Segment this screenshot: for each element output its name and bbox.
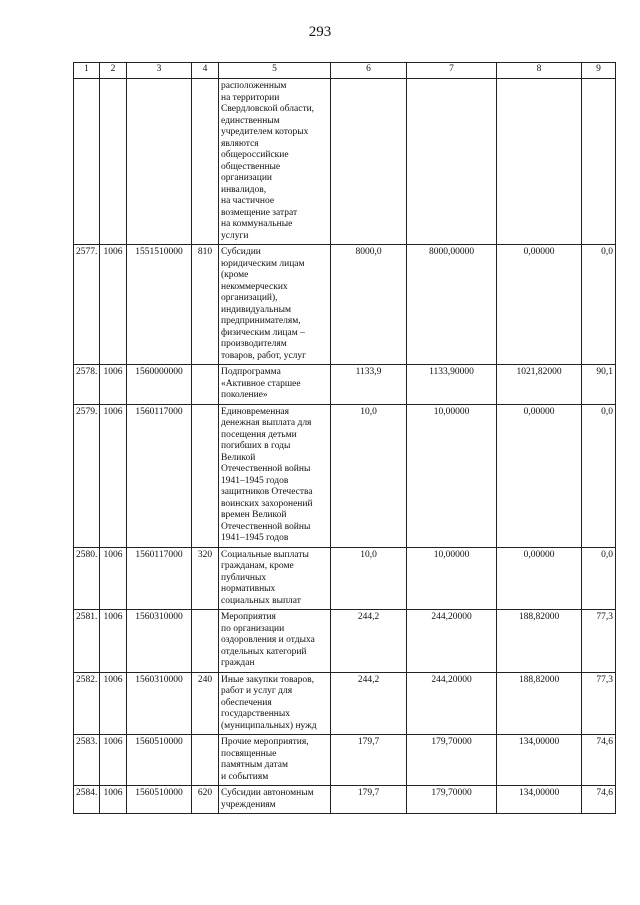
row-number: 2581.: [74, 610, 100, 673]
column-header: 4: [192, 63, 219, 79]
table-row: [74, 79, 616, 245]
target-code: [127, 79, 192, 245]
value-col8: 188,82000: [497, 672, 582, 735]
target-code: 1560310000: [127, 610, 192, 673]
value-col7: 10,00000: [407, 404, 497, 547]
value-col7: 179,70000: [407, 735, 497, 786]
section-code: 1006: [100, 404, 127, 547]
column-header: 7: [407, 63, 497, 79]
item-name: Мероприятия по организации оздоровления и отдыха отдельных категорий граждан: [219, 610, 331, 673]
row-number: 2583.: [74, 735, 100, 786]
header-row: [74, 63, 616, 79]
target-code: 1560510000: [127, 735, 192, 786]
value-col6: 10,0: [331, 547, 407, 610]
value-col9: [582, 79, 616, 245]
value-col9: 77,3: [582, 672, 616, 735]
section-code: 1006: [100, 547, 127, 610]
value-col9: 77,3: [582, 610, 616, 673]
value-col6: 244,2: [331, 610, 407, 673]
target-code: 1560117000: [127, 547, 192, 610]
budget-table: [73, 62, 616, 814]
table-row: [74, 245, 616, 365]
section-code: [100, 79, 127, 245]
item-name: Субсидии юридическим лицам (кроме некоммерческих организаций), индивидуальным предпринимателям, физическим лицам – производителям товаров, работ, услуг: [219, 245, 331, 365]
value-col9: 74,6: [582, 786, 616, 814]
target-code: 1551510000: [127, 245, 192, 365]
value-col7: 244,20000: [407, 672, 497, 735]
target-code: 1560510000: [127, 786, 192, 814]
expense-type: [192, 365, 219, 405]
value-col8: 188,82000: [497, 610, 582, 673]
section-code: 1006: [100, 365, 127, 405]
item-name: Субсидии автономным учреждениям: [219, 786, 331, 814]
table-row: [74, 547, 616, 610]
value-col8: 1021,82000: [497, 365, 582, 405]
value-col6: [331, 79, 407, 245]
row-number: 2582.: [74, 672, 100, 735]
value-col7: [407, 79, 497, 245]
table-row: [74, 672, 616, 735]
column-header: 1: [74, 63, 100, 79]
value-col8: 0,00000: [497, 547, 582, 610]
value-col7: 244,20000: [407, 610, 497, 673]
row-number: 2579.: [74, 404, 100, 547]
item-name: расположенным на территории Свердловской области, единственным учредителем которых являются общероссийские общественные организации инвалидов, на частичное возмещение затрат на коммунальные услуги: [219, 79, 331, 245]
row-number: 2578.: [74, 365, 100, 405]
value-col7: 1133,90000: [407, 365, 497, 405]
value-col8: [497, 79, 582, 245]
column-header: 6: [331, 63, 407, 79]
value-col6: 1133,9: [331, 365, 407, 405]
value-col6: 179,7: [331, 735, 407, 786]
section-code: 1006: [100, 672, 127, 735]
column-header: 9: [582, 63, 616, 79]
expense-type: 320: [192, 547, 219, 610]
value-col6: 8000,0: [331, 245, 407, 365]
value-col7: 179,70000: [407, 786, 497, 814]
row-number: 2584.: [74, 786, 100, 814]
expense-type: 810: [192, 245, 219, 365]
value-col6: 10,0: [331, 404, 407, 547]
expense-type: [192, 610, 219, 673]
column-header: 5: [219, 63, 331, 79]
section-code: 1006: [100, 735, 127, 786]
expense-type: 620: [192, 786, 219, 814]
page-number: 293: [308, 24, 332, 40]
value-col9: 0,0: [582, 547, 616, 610]
table-row: [74, 404, 616, 547]
section-code: 1006: [100, 786, 127, 814]
table-row: [74, 365, 616, 405]
target-code: 1560310000: [127, 672, 192, 735]
value-col9: 74,6: [582, 735, 616, 786]
section-code: 1006: [100, 610, 127, 673]
value-col9: 90,1: [582, 365, 616, 405]
value-col6: 179,7: [331, 786, 407, 814]
value-col7: 8000,00000: [407, 245, 497, 365]
column-header: 8: [497, 63, 582, 79]
value-col8: 134,00000: [497, 786, 582, 814]
value-col9: 0,0: [582, 404, 616, 547]
table-row: [74, 610, 616, 673]
table-row: [74, 786, 616, 814]
value-col8: 134,00000: [497, 735, 582, 786]
row-number: 2577.: [74, 245, 100, 365]
expense-type: [192, 404, 219, 547]
item-name: Подпрограмма «Активное старшее поколение»: [219, 365, 331, 405]
expense-type: [192, 735, 219, 786]
row-number: 2580.: [74, 547, 100, 610]
item-name: Единовременная денежная выплата для посещения детьми погибших в годы Великой Отечественной войны 1941–1945 годов защитников Отечества воинских захоронений времен Великой Отечественной войны 1941–1945 годов: [219, 404, 331, 547]
value-col8: 0,00000: [497, 245, 582, 365]
value-col8: 0,00000: [497, 404, 582, 547]
target-code: 1560117000: [127, 404, 192, 547]
item-name: Иные закупки товаров, работ и услуг для обеспечения государственных (муниципальных) нужд: [219, 672, 331, 735]
value-col7: 10,00000: [407, 547, 497, 610]
item-name: Прочие мероприятия, посвященные памятным датам и событиям: [219, 735, 331, 786]
column-header: 2: [100, 63, 127, 79]
target-code: 1560000000: [127, 365, 192, 405]
column-header: 3: [127, 63, 192, 79]
row-number: [74, 79, 100, 245]
table-row: [74, 735, 616, 786]
item-name: Социальные выплаты гражданам, кроме публичных нормативных социальных выплат: [219, 547, 331, 610]
expense-type: [192, 79, 219, 245]
value-col6: 244,2: [331, 672, 407, 735]
value-col9: 0,0: [582, 245, 616, 365]
expense-type: 240: [192, 672, 219, 735]
section-code: 1006: [100, 245, 127, 365]
